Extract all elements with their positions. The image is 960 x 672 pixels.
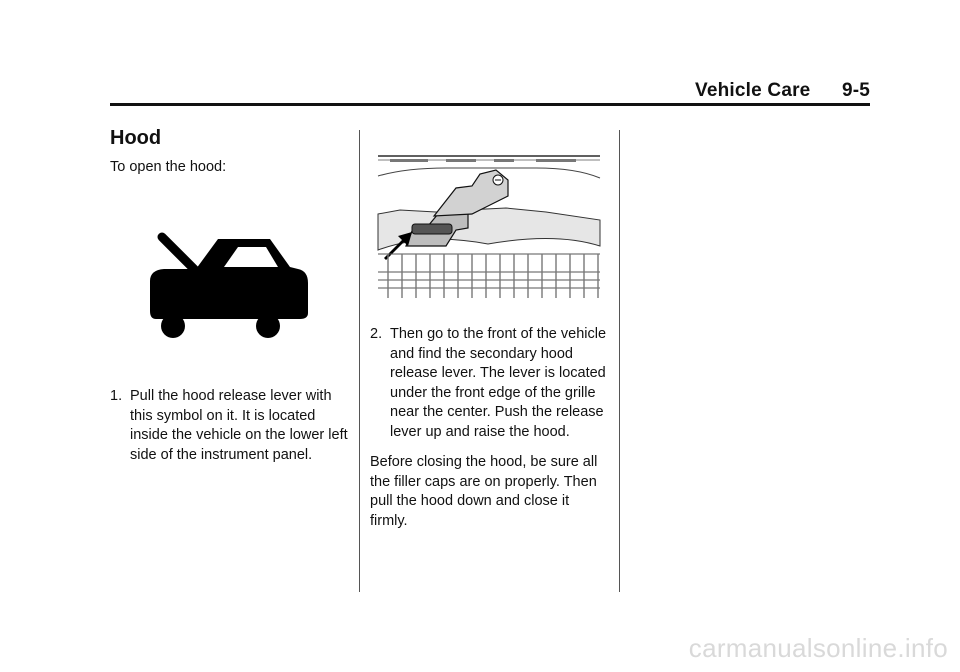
step-1-text: Pull the hood release lever with this symbol on it. It is located inside the vehicle on the lower left side of the instrument panel. bbox=[130, 388, 348, 463]
column-divider-1 bbox=[359, 130, 360, 592]
step-1 bbox=[110, 387, 348, 465]
hood-release-car-icon bbox=[140, 225, 320, 340]
step-1-number: 1. bbox=[110, 388, 123, 404]
closing-paragraph: Before closing the hood, be sure all the filler caps are on properly. Then pull the hood down and close it firmly. bbox=[370, 454, 598, 529]
header-rule bbox=[110, 103, 870, 106]
step-2 bbox=[370, 325, 610, 442]
secondary-hood-release-illustration bbox=[376, 150, 602, 298]
intro-text: To open the hood: bbox=[110, 159, 227, 175]
step-2-number: 2. bbox=[370, 326, 383, 342]
page-header bbox=[695, 80, 870, 102]
section-title: Vehicle Care bbox=[695, 80, 811, 101]
step-2-text: Then go to the front of the vehicle and find the secondary hood release lever. The lever is located under the front edge of the grille near the center. Push the release lever up and raise the hood. bbox=[390, 326, 607, 440]
section-heading: Hood bbox=[110, 127, 162, 149]
watermark: carmanualsonline.info bbox=[688, 633, 948, 663]
page-number: 9-5 bbox=[841, 80, 870, 101]
column-divider-2 bbox=[619, 130, 620, 592]
